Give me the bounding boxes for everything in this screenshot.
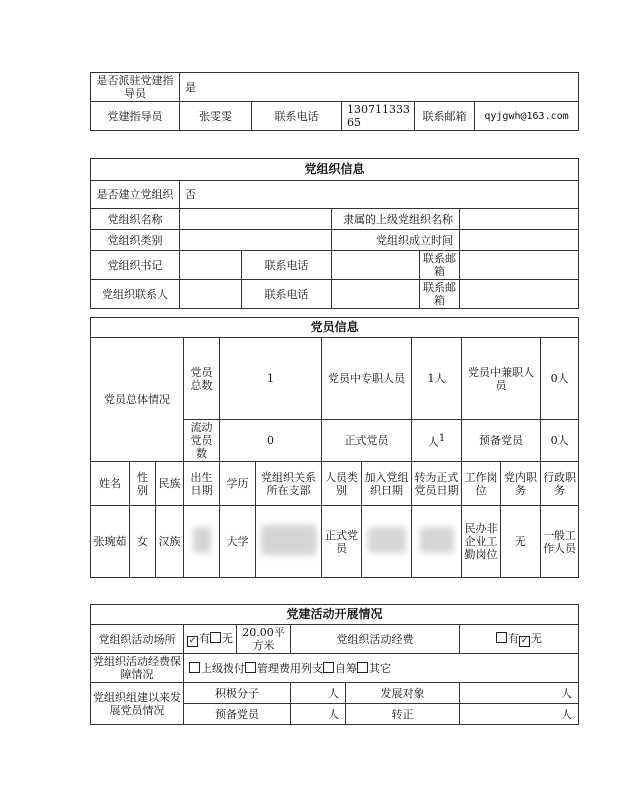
activist-value: 人 (291, 683, 346, 704)
members-formal-value-number: 1 (438, 433, 446, 445)
org-contact-email-label: 联系邮箱 (420, 280, 460, 309)
column-header: 党组织关系所在支部 (256, 462, 322, 506)
org-founded-value (460, 230, 579, 251)
org-info-table (90, 158, 579, 309)
member-gender: 女 (130, 506, 156, 578)
instructor-table (90, 72, 579, 131)
activity-table (90, 604, 579, 725)
member-education: 大学 (220, 506, 256, 578)
guarantee-option-checkbox[interactable] (189, 662, 200, 673)
guarantee-option-label: 上级拨付 (201, 661, 245, 675)
members-formal-label: 正式党员 (322, 420, 412, 462)
org-name-value (180, 209, 332, 230)
member-category: 正式党员 (322, 506, 362, 578)
member-birthdate-redacted (184, 506, 220, 578)
org-established-label: 是否建立党组织 (91, 181, 180, 209)
guarantee-option-label: 管理费用列支 (257, 661, 323, 675)
funds-no-checkbox[interactable]: ✓ (520, 635, 529, 646)
guarantee-label: 党组织活动经费保障情况 (91, 654, 184, 683)
members-parttime-value: 0人 (541, 338, 579, 420)
org-secretary-phone-label: 联系电话 (242, 251, 332, 280)
venue-options (184, 625, 237, 654)
members-overview-label: 党员总体情况 (91, 338, 184, 462)
org-name-label: 党组织名称 (91, 209, 180, 230)
column-header: 民族 (156, 462, 184, 506)
guarantee-option-checkbox[interactable] (357, 662, 368, 673)
column-header: 出生日期 (184, 462, 220, 506)
probation-member-label: 预备党员 (184, 704, 291, 725)
venue-yes-checkbox[interactable]: ✓ (188, 635, 197, 646)
org-founded-label: 党组织成立时间 (332, 230, 460, 251)
members-formal-value-unit: 人 (427, 435, 439, 449)
org-established-value: 否 (180, 181, 579, 209)
funds-yes-label: 有 (508, 631, 520, 645)
activity-title: 党建活动开展情况 (91, 605, 579, 625)
probation-member-value: 人 (291, 704, 346, 725)
member-columns-header (91, 462, 579, 506)
member-admin-role: 一般工作人员 (541, 506, 579, 578)
org-contact-email-value (460, 280, 579, 309)
guarantee-options (184, 654, 579, 683)
column-header: 姓名 (91, 462, 130, 506)
members-floating-label: 流动党员数 (184, 420, 220, 462)
column-header: 性别 (130, 462, 156, 506)
development-label: 党组织组建以来发展党员情况 (91, 683, 184, 725)
guarantee-option-label: 自筹 (335, 661, 357, 675)
column-header: 学历 (220, 462, 256, 506)
member-name: 张琬茹 (91, 506, 130, 578)
org-secretary-label: 党组织书记 (91, 251, 180, 280)
members-probation-label: 预备党员 (462, 420, 541, 462)
org-parent-value (460, 209, 579, 230)
member-position: 民办非企业工勤岗位 (462, 506, 501, 578)
column-header: 人员类别 (322, 462, 362, 506)
instructor-phone-label: 联系电话 (252, 102, 342, 131)
venue-no-label: 无 (222, 631, 233, 645)
dispatched-label: 是否派驻党建指导员 (91, 73, 180, 102)
guarantee-option-label: 其它 (369, 661, 391, 675)
instructor-label: 党建指导员 (91, 102, 180, 131)
org-title: 党组织信息 (91, 159, 579, 181)
activist-label: 积极分子 (184, 683, 291, 704)
member-party-role: 无 (501, 506, 541, 578)
funds-options (460, 625, 579, 654)
column-header: 转为正式党员日期 (412, 462, 462, 506)
member-ethnicity: 汉族 (156, 506, 184, 578)
members-floating-value: 0 (220, 420, 322, 462)
org-secretary-email-label: 联系邮箱 (420, 251, 460, 280)
guarantee-option-checkbox[interactable] (323, 662, 334, 673)
table-row (91, 506, 579, 578)
formalized-label: 转正 (346, 704, 460, 725)
members-total-label: 党员总数 (184, 338, 220, 420)
org-category-value (180, 230, 332, 251)
dispatched-value: 是 (180, 73, 579, 102)
members-title: 党员信息 (91, 318, 579, 338)
funds-no-label: 无 (531, 631, 543, 645)
venue-area: 20.00平方米 (237, 625, 291, 654)
venue-yes-label: 有 (199, 631, 210, 645)
org-parent-label: 隶属的上级党组织名称 (332, 209, 460, 230)
org-category-label: 党组织类别 (91, 230, 180, 251)
org-secretary-email-value (460, 251, 579, 280)
instructor-phone: 13071133365 (342, 102, 415, 131)
instructor-email-label: 联系邮箱 (415, 102, 475, 131)
org-contact-value (180, 280, 242, 309)
instructor-name: 张雯雯 (180, 102, 252, 131)
target-label: 发展对象 (346, 683, 460, 704)
member-branch-redacted (256, 506, 322, 578)
column-header: 党内职务 (501, 462, 541, 506)
org-secretary-phone-value (332, 251, 420, 280)
org-secretary-value (180, 251, 242, 280)
venue-label: 党组织活动场所 (91, 625, 184, 654)
formalized-value: 人 (460, 704, 579, 725)
org-contact-phone-value (332, 280, 420, 309)
column-header: 行政职务 (541, 462, 579, 506)
members-total-value: 1 (220, 338, 322, 420)
members-fulltime-label: 党员中专职人员 (322, 338, 412, 420)
target-value: 人 (460, 683, 579, 704)
funds-label: 党组织活动经费 (291, 625, 460, 654)
org-contact-phone-label: 联系电话 (242, 280, 332, 309)
members-formal-value (412, 420, 462, 462)
column-header: 工作岗位 (462, 462, 501, 506)
instructor-email: qyjgwh@163.com (475, 102, 579, 131)
column-header: 加入党组织日期 (362, 462, 412, 506)
org-contact-label: 党组织联系人 (91, 280, 180, 309)
members-fulltime-value: 1人 (412, 338, 462, 420)
members-probation-value: 0人 (541, 420, 579, 462)
guarantee-option-checkbox[interactable] (245, 662, 256, 673)
member-formal-date-redacted (412, 506, 462, 578)
venue-no-checkbox[interactable] (210, 632, 221, 643)
members-parttime-label: 党员中兼职人员 (462, 338, 541, 420)
member-info-table (90, 317, 579, 578)
member-join-date-redacted (362, 506, 412, 578)
funds-yes-checkbox[interactable] (496, 632, 507, 643)
